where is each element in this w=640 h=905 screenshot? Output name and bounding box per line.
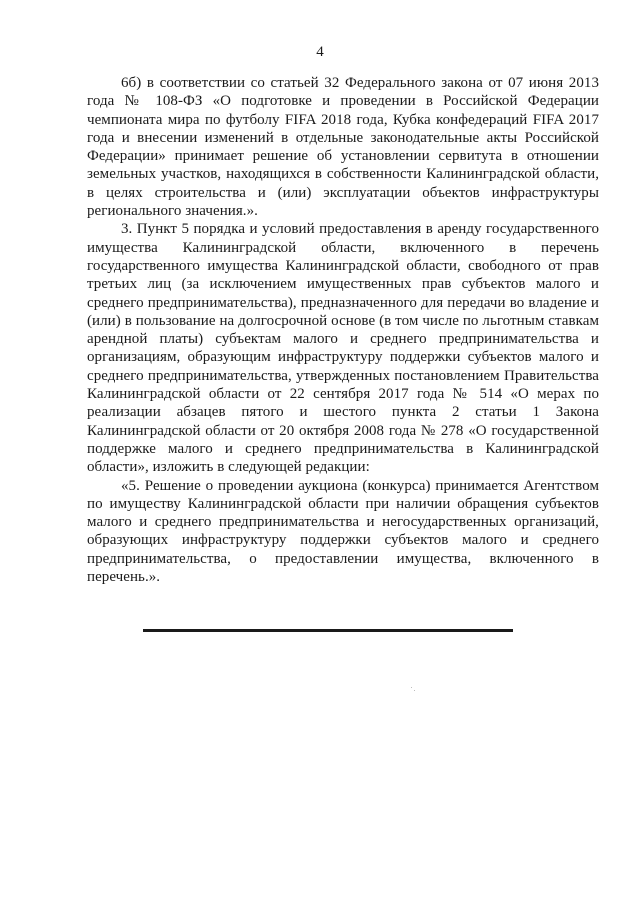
paragraph-point-5: «5. Решение о проведении аукциона (конкурса) принимается Агентством по имуществу Калининградской области при наличии обращения субъектов малого и среднего предпринимательства и негосударственных организаций, образующих инфраструктуру поддержки субъектов малого и среднего предпринимательства, о предоставлении имущества, включенного в перечень.». [87,477,599,586]
scan-speck [414,690,415,691]
paragraph-item-3: 3. Пункт 5 порядка и условий предоставления в аренду государственного имущества Калининградской области, включенного в перечень государственного имущества Калининградской области, свободного от прав третьих лиц (за исключением имущественных прав субъектов малого и среднего предпринимательства), предназначенного для передачи во владение и (или) в пользование на долгосрочной основе (в том числе по льготным ставкам арендной платы) субъектам малого и среднего предпринимательства и организациям, образующим инфраструктуру поддержки субъектов малого и среднего предпринимательства, утвержденных постановлением Правительства Калининградской области от 22 сентября 2017 года № 514 «О мерах по реализации абзацев пятого и шестого пункта 2 статьи 1 Закона Калининградской области от 20 октября 2008 года № 278 «О государственной поддержке малого и среднего предпринимательства в Калининградской области», изложить в следующей редакции: [87,221,599,476]
scan-speck [411,687,412,688]
end-separator-line [143,629,513,632]
document-body [87,74,599,586]
page-number: 4 [316,44,324,60]
paragraph-6b: 6б) в соответствии со статьей 32 Федерального закона от 07 июня 2013 года № 108-ФЗ «О подготовке и проведении в Российской Федерации чемпионата мира по футболу FIFA 2018 года, Кубка конфедераций FIFA 2017 года и внесении изменений в отдельные законодательные акты Российской Федерации» принимает решение об установлении сервитута в отношении земельных участков, находящихся в собственности Калининградской области, в целях строительства и (или) эксплуатации объектов инфраструктуры регионального значения.». [87,75,599,220]
